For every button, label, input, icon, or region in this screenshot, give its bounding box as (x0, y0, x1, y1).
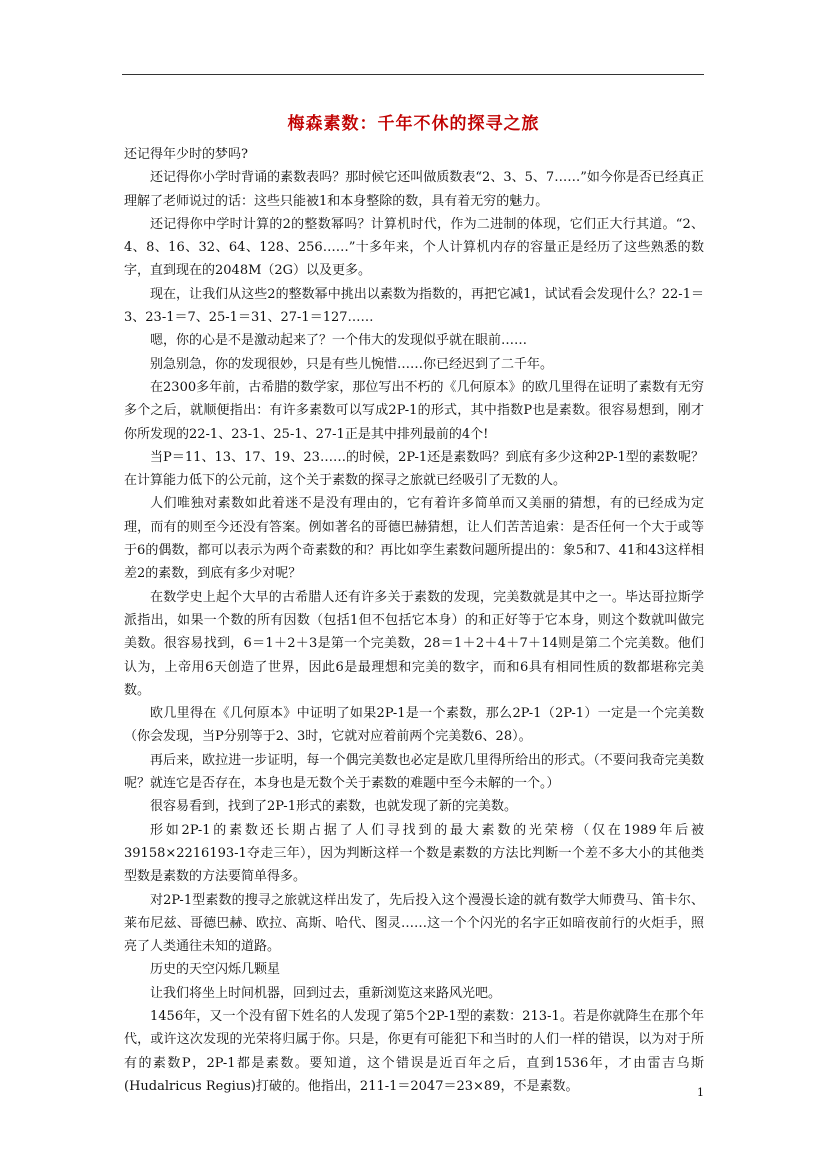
paragraph: 当P＝11、13、17、19、23……的时候，2P-1还是素数吗？到底有多少这种2P-1型的素数呢？在计算能力低下的公元前，这个关于素数的探寻之旅就已经吸引了无数的人。 (124, 449, 704, 489)
paragraph: 人们唯独对素数如此着迷不是没有理由的，它有着许多简单而又美丽的猜想，有的已经成为定理，而有的则至今还没有答案。例如著名的哥德巴赫猜想，让人们苦苦追索：是否任何一个大于或等于6的偶数，都可以表示为两个奇素数的和？再比如孪生素数问题所提出的：象5和7、41和43这样相差2的素数，到底有多少对呢？ (124, 496, 704, 582)
paragraph: 别急别急，你的发现很妙，只是有些儿惋惜……你已经迟到了二千年。 (150, 356, 554, 372)
paragraph: 现在，让我们从这些2的整数幂中挑出以素数为指数的，再把它减1，试试看会发现什么？22-1＝3、23-1＝7、25-1＝31、27-1＝127…… (124, 286, 704, 326)
paragraph: 1456年，又一个没有留下姓名的人发现了第5个2P-1型的素数：213-1。若是你就降生在那个年代，或许这次发现的光荣将归属于你。只是，你更有可能犯下和当时的人们一样的错误，以为对于所有的素数P，2P-1都是素数。要知道，这个错误是近百年之后，直到1536年，才由雷吉乌斯(Hudalricus Regius)打破的。他指出，211-1＝2047＝23×89，不是素数。 (124, 1008, 704, 1094)
paragraph: 还记得年少时的梦吗? (124, 147, 248, 162)
document-body (124, 143, 704, 1098)
paragraph: 让我们将坐上时间机器，回到过去，重新浏览这来路风光吧。 (150, 985, 502, 1001)
paragraph: 形如2P-1的素数还长期占据了人们寻找到的最大素数的光荣榜（仅在1989年后被39158×2216193-1夺走三年），因为判断这样一个数是素数的方法比判断一个差不多大小的其他类型数是素数的方法要简单得多。 (124, 822, 704, 885)
paragraph: 嗯，你的心是不是激动起来了？一个伟大的发现似乎就在眼前…… (150, 333, 528, 349)
paragraph: 很容易看到，找到了2P-1形式的素数，也就发现了新的完美数。 (150, 799, 517, 815)
paragraph: 还记得你中学时计算的2的整数幂吗？计算机时代，作为二进制的体现，它们正大行其道。“2、4、8、16、32、64、128、256……”十多年来，个人计算机内存的容量正是经历了这些熟悉的数字，直到现在的2048M（2G）以及更多。 (124, 216, 704, 279)
paragraph: 在数学史上起个大早的古希腊人还有许多关于素数的发现，完美数就是其中之一。毕达哥拉斯学派指出，如果一个数的所有因数（包括1但不包括它本身）的和正好等于它本身，则这个数就叫做完美数。很容易找到，6＝1＋2＋3是第一个完美数，28＝1＋2＋4＋7＋14则是第二个完美数。他们认为，上帝用6天创造了世界，因此6是最理想和完美的数字，而和6具有相同性质的数都堪称完美数。 (124, 589, 704, 698)
paragraph: 再后来，欧拉进一步证明，每一个偶完美数也必定是欧几里得所给出的形式。（不要问我奇完美数呢？就连它是否存在，本身也是无数个关于素数的难题中至今未解的一个。） (124, 752, 704, 792)
header-rule (122, 74, 704, 75)
document-title: 梅森素数：千年不休的探寻之旅 (287, 114, 540, 134)
paragraph: 对2P-1型素数的搜寻之旅就这样出发了，先后投入这个漫漫长途的就有数学大师费马、笛卡尔、莱布尼兹、哥德巴赫、欧拉、高斯、哈代、图灵……这一个个闪光的名字正如暗夜前行的火炬手，照亮了人类通往未知的道路。 (124, 892, 704, 955)
section-heading: 历史的天空闪烁几颗星 (150, 962, 281, 978)
paragraph: 还记得你小学时背诵的素数表吗？那时候它还叫做质数表“2、3、5、7……”如今你是否已经真正理解了老师说过的话：这些只能被1和本身整除的数，具有着无穷的魅力。 (124, 170, 704, 209)
paragraph: 在2300多年前，古希腊的数学家，那位写出不朽的《几何原本》的欧几里得在证明了素数有无穷多个之后，就顺便指出：有许多素数可以写成2P-1的形式，其中指数P也是素数。很容易想到，刚才你所发现的22-1、23-1、25-1、27-1正是其中排列最前的4个! (124, 379, 704, 442)
page-number: 1 (697, 1086, 704, 1099)
paragraph: 欧几里得在《几何原本》中证明了如果2P-1是一个素数，那么2P-1（2P-1）一定是一个完美数（你会发现，当P分别等于2、3时，它就对应着前两个完美数6、28）。 (124, 706, 704, 745)
